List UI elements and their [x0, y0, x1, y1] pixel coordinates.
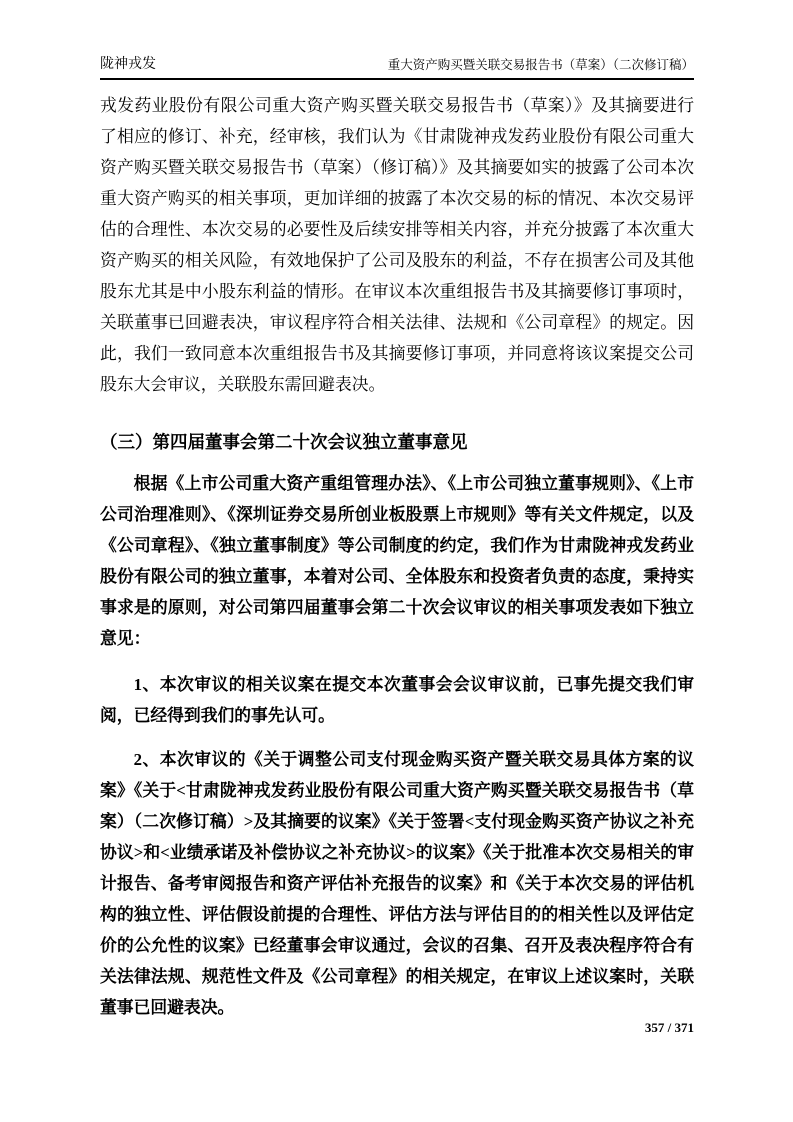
- paragraph-opinion-item-2: 2、本次审议的《关于调整公司支付现金购买资产暨关联交易具体方案的议案》《关于<甘肃陇神戎发药业股份有限公司重大资产购买暨关联交易报告书（草案）（二次修订稿）>及其摘要的议案》《关于签署<支付现金购买资产协议之补充协议>和<业绩承诺及补偿协议之补充协议>的议案》《关于批准本次交易相关的审计报告、备考审阅报告和资产评估补充报告的议案》和《关于本次交易的评估机构的独立性、评估假设前提的合理性、评估方法与评估目的的相关性以及评估定价的公允性的议案》已经董事会审议通过，会议的召集、召开及表决程序符合有关法律法规、规范性文件及《公司章程》的相关规定，在审议上述议案时，关联董事已回避表决。: [100, 750, 694, 1017]
- header-company-short-name: 陇神戎发: [100, 57, 156, 72]
- page-number: 357 / 371: [644, 1020, 694, 1035]
- page-header: [100, 56, 694, 80]
- section-heading-independent-director-opinion: （三）第四届董事会第二十次会议独立董事意见: [100, 432, 468, 452]
- header-report-title: 重大资产购买暨关联交易报告书（草案）（二次修订稿）: [387, 58, 694, 72]
- page-footer: [645, 1019, 694, 1037]
- document-body: [100, 90, 694, 1023]
- paragraph-legal-basis: 根据《上市公司重大资产重组管理办法》、《上市公司独立董事规则》、《上市公司治理准则》、《深圳证券交易所创业板股票上市规则》等有关文件规定，以及《公司章程》、《独立董事制度》等公司制度的约定，我们作为甘肃陇神戎发药业股份有限公司的独立董事，本着对公司、全体股东和投资者负责的态度，秉持实事求是的原则，对公司第四届董事会第二十次会议审议的相关事项发表如下独立意见：: [100, 474, 694, 648]
- paragraph-revision-opinion: 戎发药业股份有限公司重大资产购买暨关联交易报告书（草案）》及其摘要进行了相应的修订、补充，经审核，我们认为《甘肃陇神戎发药业股份有限公司重大资产购买暨关联交易报告书（草案）（修订稿）》及其摘要如实的披露了公司本次重大资产购买的相关事项，更加详细的披露了本次交易的标的情况、本次交易评估的合理性、本次交易的必要性及后续安排等相关内容，并充分披露了本次重大资产购买的相关风险，有效地保护了公司及股东的利益，不存在损害公司及其他股东尤其是中小股东利益的情形。在审议本次重组报告书及其摘要修订事项时，关联董事已回避表决，审议程序符合相关法律、法规和《公司章程》的规定。因此，我们一致同意本次重组报告书及其摘要修订事项，并同意将该议案提交公司股东大会审议，关联股东需回避表决。: [100, 96, 694, 394]
- paragraph-opinion-item-1: 1、本次审议的相关议案在提交本次董事会会议审议前，已事先提交我们审阅，已经得到我们的事先认可。: [100, 675, 694, 725]
